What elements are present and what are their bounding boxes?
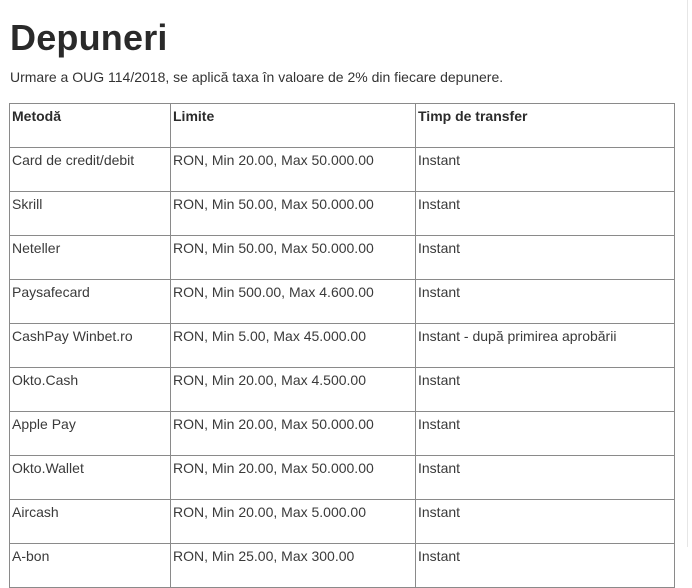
method-cell: Apple Pay <box>10 412 171 456</box>
method-cell: Neteller <box>10 236 171 280</box>
method-cell: A-bon <box>10 544 171 588</box>
limits-cell: RON, Min 20.00, Max 50.000.00 <box>171 412 416 456</box>
transfer-time-cell: Instant <box>416 192 675 236</box>
method-cell: Paysafecard <box>10 280 171 324</box>
page-edge-divider <box>687 0 688 547</box>
table-row <box>10 500 675 544</box>
deposit-methods-table <box>9 103 675 588</box>
method-cell: Card de credit/debit <box>10 148 171 192</box>
method-cell: CashPay Winbet.ro <box>10 324 171 368</box>
transfer-time-cell: Instant <box>416 280 675 324</box>
method-cell: Aircash <box>10 500 171 544</box>
limits-cell: RON, Min 20.00, Max 5.000.00 <box>171 500 416 544</box>
table-row <box>10 368 675 412</box>
transfer-time-cell: Instant <box>416 456 675 500</box>
table-row <box>10 192 675 236</box>
transfer-time-cell: Instant <box>416 544 675 588</box>
limits-cell: RON, Min 25.00, Max 300.00 <box>171 544 416 588</box>
limits-cell: RON, Min 20.00, Max 4.500.00 <box>171 368 416 412</box>
limits-cell: RON, Min 500.00, Max 4.600.00 <box>171 280 416 324</box>
table-row <box>10 236 675 280</box>
limits-cell: RON, Min 5.00, Max 45.000.00 <box>171 324 416 368</box>
intro-text: Urmare a OUG 114/2018, se aplică taxa în valoare de 2% din fiecare depunere. <box>10 69 504 85</box>
limits-cell: RON, Min 20.00, Max 50.000.00 <box>171 456 416 500</box>
transfer-time-cell: Instant <box>416 412 675 456</box>
table-row <box>10 148 675 192</box>
table-row <box>10 412 675 456</box>
table-row <box>10 280 675 324</box>
transfer-time-cell: Instant <box>416 148 675 192</box>
header-transfer-time: Timp de transfer <box>416 104 675 148</box>
method-cell: Okto.Wallet <box>10 456 171 500</box>
transfer-time-cell: Instant <box>416 500 675 544</box>
transfer-time-cell: Instant - după primirea aprobării <box>416 324 675 368</box>
page-title: Depuneri <box>10 17 168 58</box>
method-cell: Skrill <box>10 192 171 236</box>
method-cell: Okto.Cash <box>10 368 171 412</box>
header-method: Metodă <box>10 104 171 148</box>
transfer-time-cell: Instant <box>416 236 675 280</box>
limits-cell: RON, Min 50.00, Max 50.000.00 <box>171 236 416 280</box>
table-header-row <box>10 104 675 148</box>
table-row <box>10 544 675 588</box>
header-limits: Limite <box>171 104 416 148</box>
table-row <box>10 324 675 368</box>
limits-cell: RON, Min 50.00, Max 50.000.00 <box>171 192 416 236</box>
transfer-time-cell: Instant <box>416 368 675 412</box>
limits-cell: RON, Min 20.00, Max 50.000.00 <box>171 148 416 192</box>
table-row <box>10 456 675 500</box>
